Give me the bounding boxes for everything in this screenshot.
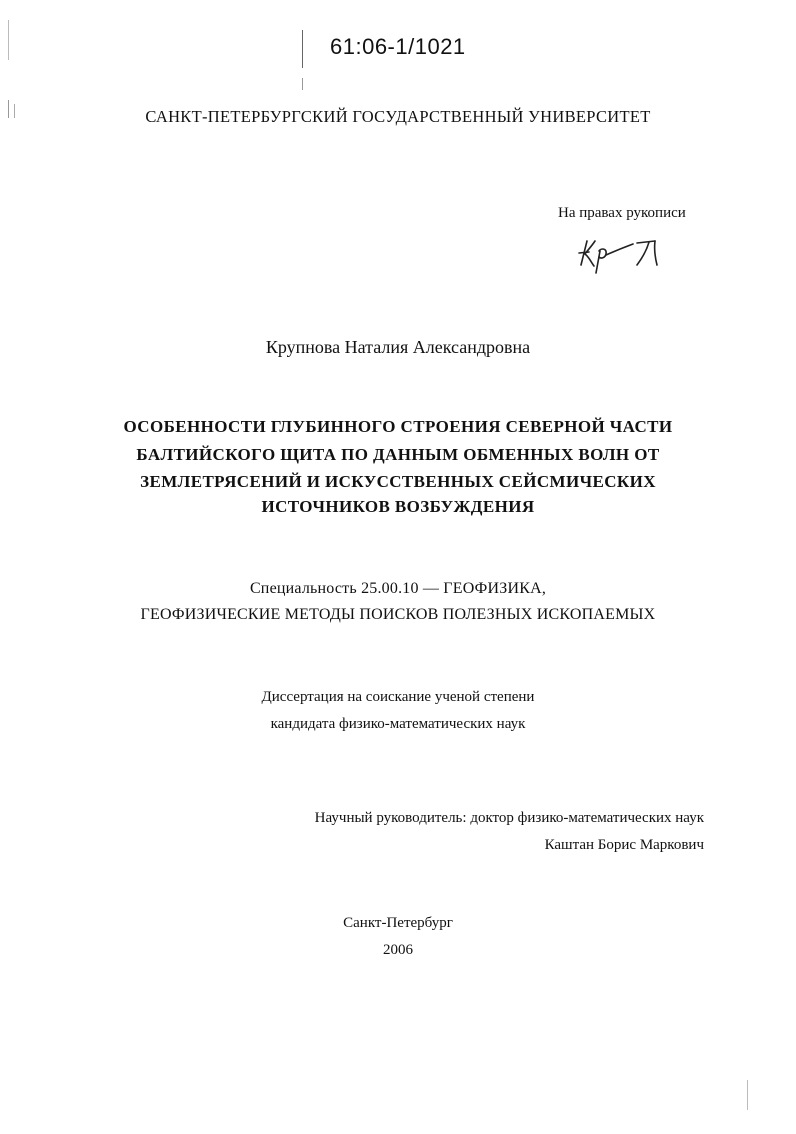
dissertation-line: Диссертация на соискание ученой степени [261, 689, 535, 705]
specialty-line: Специальность 25.00.10 — ГЕОФИЗИКА, [249, 580, 547, 597]
handwritten-signature [575, 235, 670, 275]
city: Санкт-Петербург [343, 915, 453, 931]
year: 2006 [383, 942, 413, 958]
scan-mark [8, 20, 9, 60]
supervisor-title: Научный руководитель: доктор физико-математических наук [314, 810, 704, 826]
rights-note: На правах рукописи [558, 205, 686, 221]
thesis-title-line: ЗЕМЛЕТРЯСЕНИЙ И ИСКУССТВЕННЫХ СЕЙСМИЧЕСКИХ [140, 472, 656, 491]
author-name: Крупнова Наталия Александровна [265, 337, 531, 357]
archive-code: 61:06-1/1021 [330, 34, 466, 59]
thesis-title-line: ИСТОЧНИКОВ ВОЗБУЖДЕНИЯ [261, 497, 535, 516]
thesis-title-line: БАЛТИЙСКОГО ЩИТА ПО ДАННЫМ ОБМЕННЫХ ВОЛН ОТ [136, 445, 660, 464]
scan-mark [302, 30, 303, 68]
thesis-title-line: ОСОБЕННОСТИ ГЛУБИННОГО СТРОЕНИЯ СЕВЕРНОЙ ЧАСТИ [123, 417, 673, 436]
specialty-line: ГЕОФИЗИЧЕСКИЕ МЕТОДЫ ПОИСКОВ ПОЛЕЗНЫХ ИСКОПАЕМЫХ [140, 606, 656, 623]
supervisor-name: Каштан Борис Маркович [544, 837, 704, 853]
dissertation-line: кандидата физико-математических наук [270, 716, 526, 732]
university-name: САНКТ-ПЕТЕРБУРГСКИЙ ГОСУДАРСТВЕННЫЙ УНИВЕРСИТЕТ [145, 107, 651, 126]
scan-mark [302, 78, 303, 90]
scan-mark [747, 1080, 748, 1110]
